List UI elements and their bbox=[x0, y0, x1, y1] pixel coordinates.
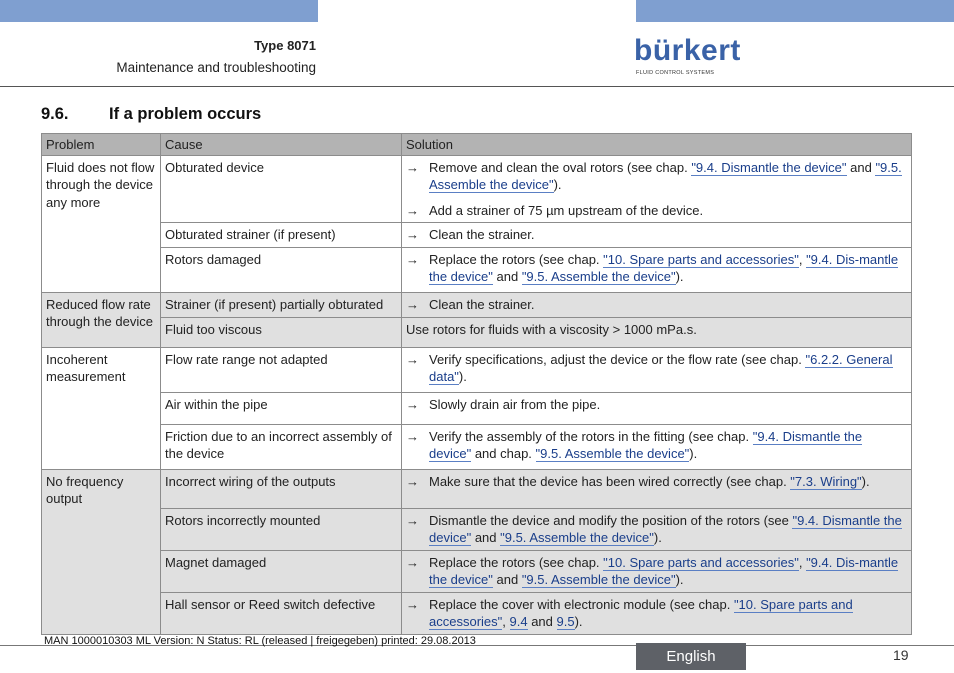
solution-text bbox=[429, 428, 907, 463]
arrow-right-icon: → bbox=[406, 396, 419, 412]
solution-item bbox=[406, 226, 907, 244]
chapter-reference-link[interactable]: 9.5 bbox=[556, 614, 575, 629]
solution-text bbox=[429, 396, 600, 414]
logo-tagline: FLUID CONTROL SYSTEMS bbox=[636, 70, 715, 76]
chapter-reference-link[interactable]: 9.4 bbox=[509, 614, 528, 629]
solution-cell bbox=[402, 223, 912, 248]
table-row bbox=[42, 292, 912, 317]
solution-text-part: Clean the strainer. bbox=[429, 227, 535, 242]
solution-text-part: , bbox=[798, 554, 807, 570]
arrow-right-icon: → bbox=[406, 428, 419, 444]
solution-text-part: Replace the rotors (see chap. bbox=[429, 251, 604, 267]
section-title: If a problem occurs bbox=[109, 105, 262, 123]
solution-text-part: Make sure that the device has been wired correctly (see chap. bbox=[429, 473, 791, 489]
solution-text-part: , bbox=[798, 251, 807, 267]
solution-text-part: Slowly drain air from the pipe. bbox=[429, 396, 601, 412]
table-body bbox=[42, 155, 912, 634]
chapter-reference-link[interactable]: "9.4. Dismantle the device" bbox=[429, 512, 902, 545]
chapter-reference-link[interactable]: "10. Spare parts and accessories" bbox=[603, 554, 799, 570]
solution-text-part: , bbox=[502, 614, 510, 629]
arrow-right-icon: → bbox=[406, 296, 419, 312]
arrow-right-icon: → bbox=[406, 351, 419, 367]
solution-text bbox=[429, 554, 907, 589]
page-number: 19 bbox=[893, 647, 909, 663]
arrow-right-icon: → bbox=[406, 473, 419, 489]
cause-cell: Obturated strainer (if present) bbox=[161, 223, 402, 248]
chapter-reference-link[interactable]: "9.5. Assemble the device" bbox=[500, 530, 654, 545]
burkert-logo bbox=[634, 34, 741, 78]
problem-cell: No frequency output bbox=[42, 469, 161, 634]
table-row bbox=[42, 392, 912, 424]
arrow-right-icon: → bbox=[406, 554, 419, 570]
chapter-reference-link[interactable]: "9.5. Assemble the device" bbox=[429, 159, 902, 192]
chapter-reference-link[interactable]: "9.5. Assemble the device" bbox=[521, 269, 676, 284]
arrow-right-icon: → bbox=[406, 251, 419, 267]
solution-item bbox=[406, 202, 907, 220]
column-header: Solution bbox=[402, 134, 912, 156]
table-row bbox=[42, 550, 912, 592]
solution-text-part: ). bbox=[675, 572, 684, 587]
solution-cell bbox=[402, 347, 912, 392]
chapter-subtitle: Maintenance and troubleshooting bbox=[116, 60, 316, 75]
arrow-right-icon: → bbox=[406, 596, 419, 612]
solution-item bbox=[406, 351, 907, 386]
cause-cell: Obturated device bbox=[161, 155, 402, 223]
chapter-reference-link[interactable]: "9.5. Assemble the device" bbox=[535, 446, 690, 461]
chapter-reference-link[interactable]: "9.4. Dismantle the device" bbox=[429, 428, 863, 461]
solution-text-part: Use rotors for fluids with a viscosity > 1000 mPa.s. bbox=[406, 321, 697, 337]
column-header: Problem bbox=[42, 134, 161, 156]
solution-cell bbox=[402, 155, 912, 223]
solution-text-part: Dismantle the device and modify the position of the rotors (see bbox=[429, 512, 793, 528]
arrow-right-icon: → bbox=[406, 227, 419, 242]
chapter-reference-link[interactable]: "9.4. Dismantle the device" bbox=[691, 159, 847, 175]
logo-wordmark: bürkert bbox=[634, 34, 741, 67]
table-row bbox=[42, 469, 912, 508]
solution-cell bbox=[402, 424, 912, 469]
cause-cell: Incorrect wiring of the outputs bbox=[161, 469, 402, 508]
solution-cell bbox=[402, 317, 912, 347]
solution-text-part: and bbox=[492, 269, 522, 284]
document-type: Type 8071 bbox=[254, 38, 316, 53]
table-row bbox=[42, 317, 912, 347]
table-row bbox=[42, 155, 912, 223]
table-row bbox=[42, 592, 912, 634]
solution-cell bbox=[402, 392, 912, 424]
cause-cell: Fluid too viscous bbox=[161, 317, 402, 347]
chapter-reference-link[interactable]: "9.4. Dis-mantle the device" bbox=[429, 251, 899, 284]
language-tab: English bbox=[636, 643, 746, 670]
cause-cell: Air within the pipe bbox=[161, 392, 402, 424]
table-row bbox=[42, 508, 912, 550]
cause-cell: Rotors damaged bbox=[161, 247, 402, 292]
solution-text-part: ). bbox=[574, 614, 583, 629]
solution-item bbox=[406, 473, 907, 491]
solution-text bbox=[429, 159, 907, 194]
solution-cell bbox=[402, 592, 912, 634]
solution-text bbox=[429, 596, 907, 631]
section-number: 9.6. bbox=[41, 105, 69, 123]
table-row bbox=[42, 424, 912, 469]
solution-text-part: ). bbox=[458, 369, 467, 384]
table-row bbox=[42, 247, 912, 292]
solution-item bbox=[406, 554, 907, 589]
top-color-bar-right bbox=[636, 0, 954, 22]
solution-cell bbox=[402, 508, 912, 550]
chapter-reference-link[interactable]: "9.4. Dis-mantle the device" bbox=[429, 554, 899, 587]
problem-cell: Fluid does not flow through the device any more bbox=[42, 155, 161, 292]
section-heading bbox=[41, 105, 261, 124]
arrow-right-icon: → bbox=[406, 159, 419, 175]
chapter-reference-link[interactable]: "9.5. Assemble the device" bbox=[521, 572, 676, 587]
solution-text-part: ). bbox=[861, 473, 870, 489]
solution-cell bbox=[402, 292, 912, 317]
chapter-reference-link[interactable]: "10. Spare parts and accessories" bbox=[603, 251, 799, 267]
solution-text-part: ). bbox=[653, 530, 662, 545]
solution-text-part: Replace the rotors (see chap. bbox=[429, 554, 604, 570]
cause-cell: Flow rate range not adapted bbox=[161, 347, 402, 392]
problem-cell: Incoherent measurement bbox=[42, 347, 161, 469]
solution-text-part: ). bbox=[553, 177, 562, 192]
table-row bbox=[42, 223, 912, 248]
solution-cell bbox=[402, 469, 912, 508]
solution-text bbox=[429, 251, 907, 286]
solution-text bbox=[429, 226, 535, 244]
solution-text bbox=[429, 512, 907, 547]
header-divider bbox=[0, 86, 954, 87]
solution-text-part: ). bbox=[689, 446, 698, 461]
problem-cell: Reduced flow rate through the device bbox=[42, 292, 161, 347]
solution-text-part: Clean the strainer. bbox=[429, 296, 535, 312]
solution-cell bbox=[402, 247, 912, 292]
cause-cell: Friction due to an incorrect assembly of the device bbox=[161, 424, 402, 469]
cause-cell: Strainer (if present) partially obturated bbox=[161, 292, 402, 317]
solution-cell bbox=[402, 550, 912, 592]
solution-text-part: Replace the cover with electronic module (see chap. bbox=[429, 596, 734, 612]
solution-item bbox=[406, 512, 907, 547]
column-header: Cause bbox=[161, 134, 402, 156]
chapter-reference-link[interactable]: "10. Spare parts and accessories" bbox=[429, 596, 853, 629]
solution-item bbox=[406, 159, 907, 194]
cause-cell: Hall sensor or Reed switch defective bbox=[161, 592, 402, 634]
solution-item bbox=[406, 321, 907, 339]
solution-text-part: and chap. bbox=[471, 446, 536, 461]
solution-text-part: Remove and clean the oval rotors (see chap. bbox=[429, 159, 692, 175]
solution-text bbox=[429, 296, 535, 314]
chapter-reference-link[interactable]: "7.3. Wiring" bbox=[790, 473, 862, 489]
solution-item bbox=[406, 596, 907, 631]
solution-text bbox=[429, 473, 870, 491]
solution-text-part: Add a strainer of 75 µm upstream of the device. bbox=[429, 202, 704, 218]
table-header-row bbox=[42, 134, 912, 156]
solution-item bbox=[406, 296, 907, 314]
arrow-right-icon: → bbox=[406, 202, 419, 218]
table-row bbox=[42, 347, 912, 392]
solution-text-part: Verify the assembly of the rotors in the fitting (see chap. bbox=[429, 428, 753, 444]
solution-item bbox=[406, 428, 907, 463]
solution-text bbox=[406, 321, 697, 339]
solution-text-part: and bbox=[527, 614, 557, 629]
solution-text bbox=[429, 202, 703, 220]
solution-text bbox=[429, 351, 907, 386]
troubleshooting-table bbox=[41, 133, 912, 635]
cause-cell: Magnet damaged bbox=[161, 550, 402, 592]
solution-text-part: Verify specifications, adjust the device or the flow rate (see chap. bbox=[429, 351, 806, 367]
solution-text-part: and bbox=[846, 159, 876, 175]
solution-text-part: and bbox=[471, 530, 501, 545]
solution-text-part: and bbox=[492, 572, 522, 587]
solution-item bbox=[406, 251, 907, 286]
solution-item bbox=[406, 396, 907, 414]
cause-cell: Rotors incorrectly mounted bbox=[161, 508, 402, 550]
top-color-bar-left bbox=[0, 0, 318, 22]
arrow-right-icon: → bbox=[406, 512, 419, 528]
solution-text-part: ). bbox=[675, 269, 684, 284]
document-info: MAN 1000010303 ML Version: N Status: RL (released | freigegeben) printed: 29.08.2013 bbox=[44, 635, 476, 647]
chapter-reference-link[interactable]: "6.2.2. General data" bbox=[429, 351, 893, 384]
